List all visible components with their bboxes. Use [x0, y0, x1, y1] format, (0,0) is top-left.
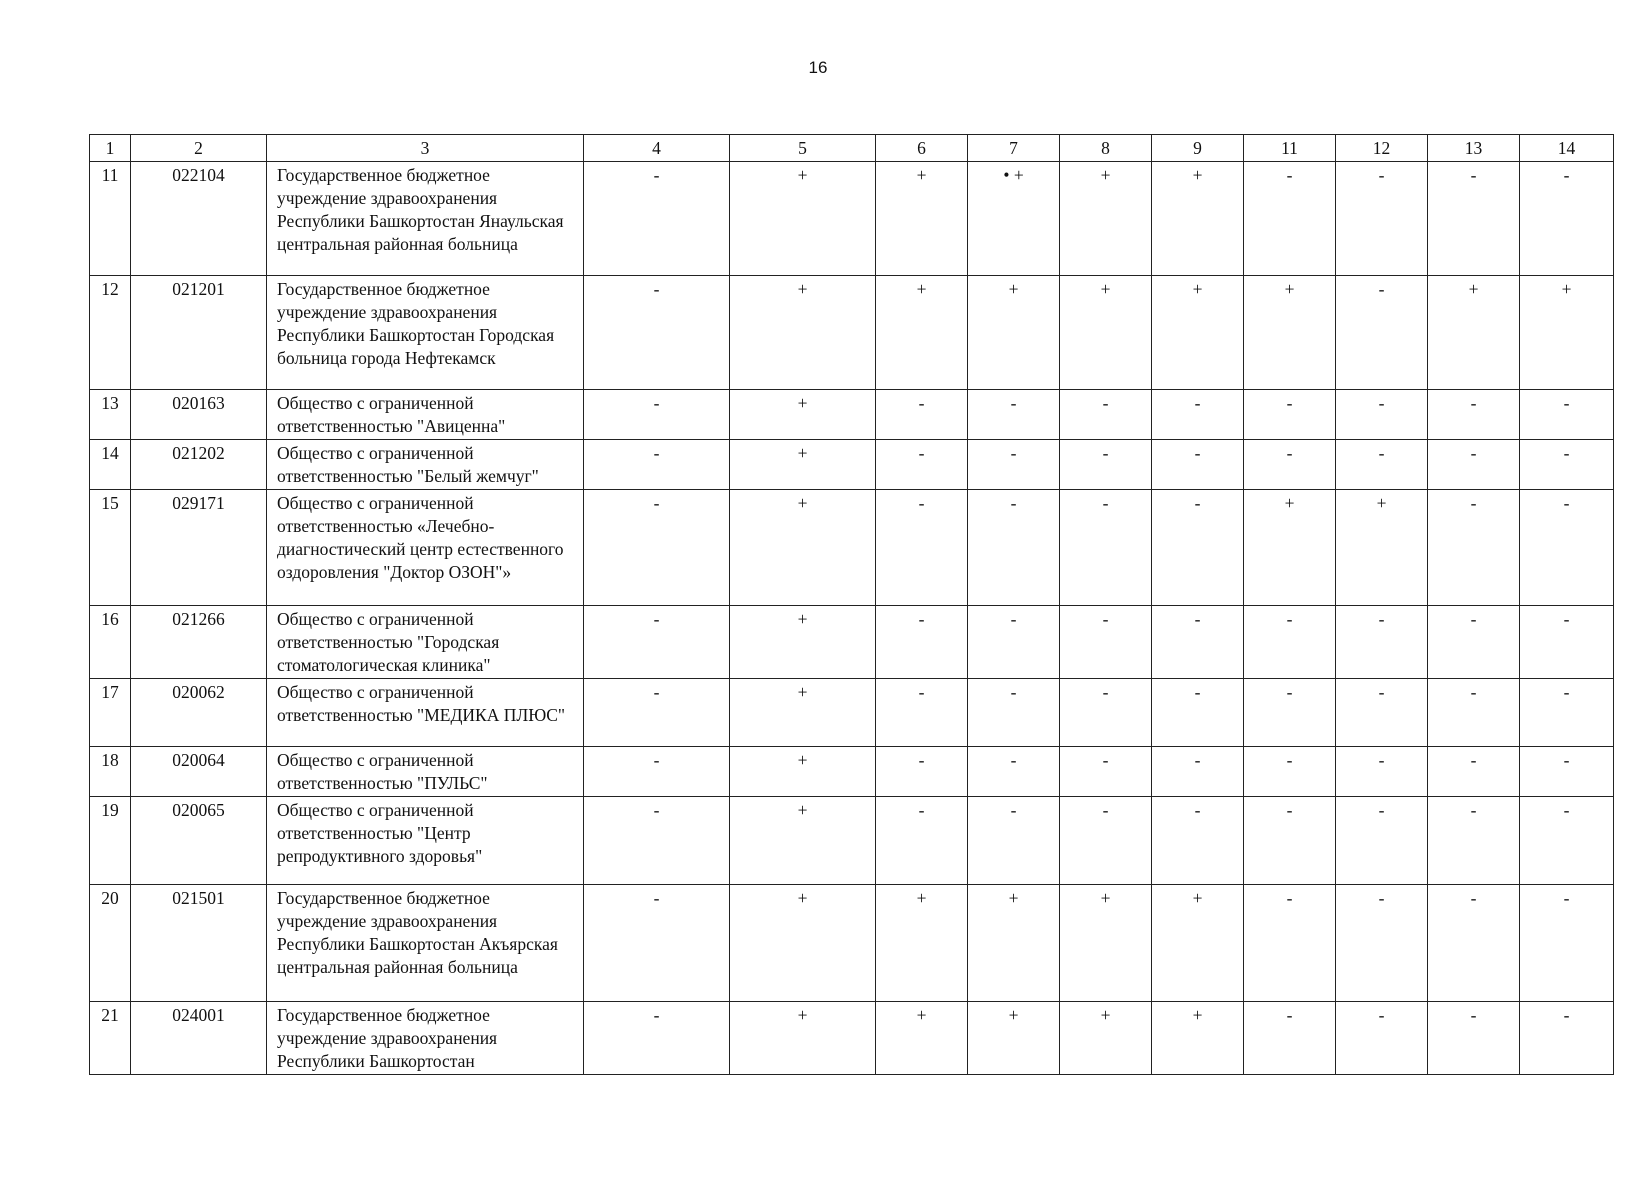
table-row: [90, 606, 1614, 679]
mark-cell: -: [968, 390, 1060, 440]
mark-cell: -: [876, 797, 968, 885]
mark-cell: -: [1520, 1002, 1614, 1075]
mark-cell: -: [584, 606, 730, 679]
mark-cell: -: [1520, 797, 1614, 885]
mark-cell: -: [584, 797, 730, 885]
mark-cell: -: [1244, 885, 1336, 1002]
column-header: 6: [876, 135, 968, 162]
mark-cell: -: [968, 797, 1060, 885]
table-row: [90, 885, 1614, 1002]
mark-cell: -: [1520, 679, 1614, 747]
organization-code: 021201: [131, 276, 267, 390]
mark-cell: -: [1244, 606, 1336, 679]
mark-cell: -: [1060, 440, 1152, 490]
mark-cell: +: [1520, 276, 1614, 390]
mark-cell: -: [1336, 885, 1428, 1002]
mark-cell: +: [876, 276, 968, 390]
mark-cell: -: [1244, 747, 1336, 797]
organization-name: Общество с ограниченной ответственностью "Авиценна": [267, 390, 584, 440]
row-number: 18: [90, 747, 131, 797]
table-row: [90, 679, 1614, 747]
column-header: 9: [1152, 135, 1244, 162]
mark-cell: -: [1428, 390, 1520, 440]
mark-cell: -: [1060, 606, 1152, 679]
page-number: 16: [808, 58, 828, 77]
row-number: 20: [90, 885, 131, 1002]
mark-cell: -: [1244, 390, 1336, 440]
mark-cell: +: [730, 490, 876, 606]
mark-cell: -: [1244, 797, 1336, 885]
mark-cell: -: [1520, 440, 1614, 490]
organizations-table: [89, 134, 1614, 1075]
table-row: [90, 747, 1614, 797]
mark-cell: +: [876, 162, 968, 276]
mark-cell: -: [584, 276, 730, 390]
mark-cell: -: [1152, 747, 1244, 797]
mark-cell: -: [584, 490, 730, 606]
mark-cell: -: [1428, 679, 1520, 747]
organization-name: Государственное бюджетное учреждение здравоохранения Республики Башкортостан: [267, 1002, 584, 1075]
mark-cell: +: [730, 747, 876, 797]
mark-cell: +: [1060, 276, 1152, 390]
mark-cell: -: [584, 885, 730, 1002]
organization-code: 021266: [131, 606, 267, 679]
mark-cell: -: [1336, 606, 1428, 679]
mark-cell: • +: [968, 162, 1060, 276]
mark-cell: -: [1520, 490, 1614, 606]
mark-cell: -: [1152, 440, 1244, 490]
table-row: [90, 440, 1614, 490]
row-number: 17: [90, 679, 131, 747]
organization-name: Государственное бюджетное учреждение здравоохранения Республики Башкортостан Акъярская центральная районная больница: [267, 885, 584, 1002]
mark-cell: -: [968, 606, 1060, 679]
mark-cell: -: [1428, 797, 1520, 885]
mark-cell: -: [1152, 679, 1244, 747]
mark-cell: +: [968, 1002, 1060, 1075]
mark-cell: +: [1244, 276, 1336, 390]
mark-cell: -: [876, 679, 968, 747]
mark-cell: -: [1244, 679, 1336, 747]
mark-cell: +: [730, 162, 876, 276]
column-header: 12: [1336, 135, 1428, 162]
mark-cell: -: [584, 747, 730, 797]
organization-code: 024001: [131, 1002, 267, 1075]
organization-name: Общество с ограниченной ответственностью "Центр репродуктивного здоровья": [267, 797, 584, 885]
organization-name: Общество с ограниченной ответственностью "ПУЛЬС": [267, 747, 584, 797]
mark-cell: +: [876, 1002, 968, 1075]
mark-cell: -: [1060, 797, 1152, 885]
mark-cell: -: [1428, 440, 1520, 490]
mark-cell: -: [1244, 1002, 1336, 1075]
organization-code: 029171: [131, 490, 267, 606]
row-number: 16: [90, 606, 131, 679]
column-header: 11: [1244, 135, 1336, 162]
column-header: 14: [1520, 135, 1614, 162]
row-number: 15: [90, 490, 131, 606]
row-number: 19: [90, 797, 131, 885]
table-row: [90, 1002, 1614, 1075]
organization-code: 020064: [131, 747, 267, 797]
organization-code: 020163: [131, 390, 267, 440]
mark-cell: +: [730, 440, 876, 490]
column-header: 13: [1428, 135, 1520, 162]
mark-cell: -: [1520, 390, 1614, 440]
mark-cell: +: [968, 276, 1060, 390]
mark-cell: -: [876, 490, 968, 606]
organization-code: 020062: [131, 679, 267, 747]
mark-cell: -: [876, 606, 968, 679]
mark-cell: -: [1152, 490, 1244, 606]
mark-cell: +: [730, 276, 876, 390]
mark-cell: +: [730, 390, 876, 440]
mark-cell: -: [1336, 679, 1428, 747]
organization-name: Общество с ограниченной ответственностью «Лечебно-диагностический центр естественного оздоровления "Доктор ОЗОН"»: [267, 490, 584, 606]
mark-cell: -: [1336, 162, 1428, 276]
mark-cell: -: [584, 162, 730, 276]
mark-cell: +: [730, 606, 876, 679]
mark-cell: +: [1152, 276, 1244, 390]
mark-cell: -: [584, 440, 730, 490]
organization-name: Общество с ограниченной ответственностью "Белый жемчуг": [267, 440, 584, 490]
mark-cell: -: [1244, 162, 1336, 276]
column-header: 8: [1060, 135, 1152, 162]
mark-cell: -: [1060, 490, 1152, 606]
mark-cell: -: [1152, 390, 1244, 440]
mark-cell: -: [1428, 490, 1520, 606]
mark-cell: -: [968, 440, 1060, 490]
mark-cell: -: [1336, 747, 1428, 797]
row-number: 13: [90, 390, 131, 440]
mark-cell: -: [1520, 885, 1614, 1002]
mark-cell: -: [1152, 797, 1244, 885]
row-number: 21: [90, 1002, 131, 1075]
mark-cell: +: [1152, 885, 1244, 1002]
mark-cell: -: [876, 390, 968, 440]
mark-cell: -: [1060, 390, 1152, 440]
mark-cell: +: [876, 885, 968, 1002]
mark-cell: +: [1244, 490, 1336, 606]
mark-cell: -: [1336, 1002, 1428, 1075]
mark-cell: -: [968, 490, 1060, 606]
column-header: 7: [968, 135, 1060, 162]
table-row: [90, 276, 1614, 390]
table-row: [90, 162, 1614, 276]
mark-cell: -: [1428, 1002, 1520, 1075]
mark-cell: +: [1152, 162, 1244, 276]
mark-cell: -: [876, 747, 968, 797]
mark-cell: +: [968, 885, 1060, 1002]
table-body: [90, 162, 1614, 1075]
column-header: 2: [131, 135, 267, 162]
mark-cell: -: [1152, 606, 1244, 679]
column-header: 4: [584, 135, 730, 162]
mark-cell: -: [968, 747, 1060, 797]
mark-cell: -: [1060, 747, 1152, 797]
row-number: 14: [90, 440, 131, 490]
organization-name: Государственное бюджетное учреждение здравоохранения Республики Башкортостан Городская больница города Нефтекамск: [267, 276, 584, 390]
mark-cell: -: [584, 1002, 730, 1075]
mark-cell: -: [584, 679, 730, 747]
mark-cell: +: [1336, 490, 1428, 606]
mark-cell: -: [1428, 885, 1520, 1002]
mark-cell: +: [1060, 885, 1152, 1002]
column-header: 1: [90, 135, 131, 162]
mark-cell: -: [1520, 747, 1614, 797]
mark-cell: -: [1428, 606, 1520, 679]
organization-name: Общество с ограниченной ответственностью "МЕДИКА ПЛЮС": [267, 679, 584, 747]
mark-cell: +: [730, 797, 876, 885]
mark-cell: -: [1428, 747, 1520, 797]
mark-cell: +: [730, 1002, 876, 1075]
mark-cell: -: [1244, 440, 1336, 490]
mark-cell: -: [584, 390, 730, 440]
mark-cell: -: [1520, 162, 1614, 276]
mark-cell: -: [1060, 679, 1152, 747]
organization-name: Общество с ограниченной ответственностью "Городская стоматологическая клиника": [267, 606, 584, 679]
mark-cell: -: [1336, 390, 1428, 440]
column-header: 3: [267, 135, 584, 162]
column-number-row: [90, 135, 1614, 162]
organization-code: 021202: [131, 440, 267, 490]
mark-cell: +: [1152, 1002, 1244, 1075]
mark-cell: -: [1428, 162, 1520, 276]
mark-cell: -: [1520, 606, 1614, 679]
mark-cell: +: [1428, 276, 1520, 390]
row-number: 11: [90, 162, 131, 276]
table-row: [90, 390, 1614, 440]
table-row: [90, 490, 1614, 606]
mark-cell: -: [1336, 440, 1428, 490]
mark-cell: -: [876, 440, 968, 490]
mark-cell: +: [730, 679, 876, 747]
row-number: 12: [90, 276, 131, 390]
mark-cell: +: [730, 885, 876, 1002]
mark-cell: +: [1060, 162, 1152, 276]
organization-name: Государственное бюджетное учреждение здравоохранения Республики Башкортостан Янаульская центральная районная больница: [267, 162, 584, 276]
column-header: 5: [730, 135, 876, 162]
organization-code: 022104: [131, 162, 267, 276]
mark-cell: -: [968, 679, 1060, 747]
organization-code: 021501: [131, 885, 267, 1002]
table-row: [90, 797, 1614, 885]
organization-code: 020065: [131, 797, 267, 885]
mark-cell: -: [1336, 797, 1428, 885]
mark-cell: +: [1060, 1002, 1152, 1075]
mark-cell: -: [1336, 276, 1428, 390]
